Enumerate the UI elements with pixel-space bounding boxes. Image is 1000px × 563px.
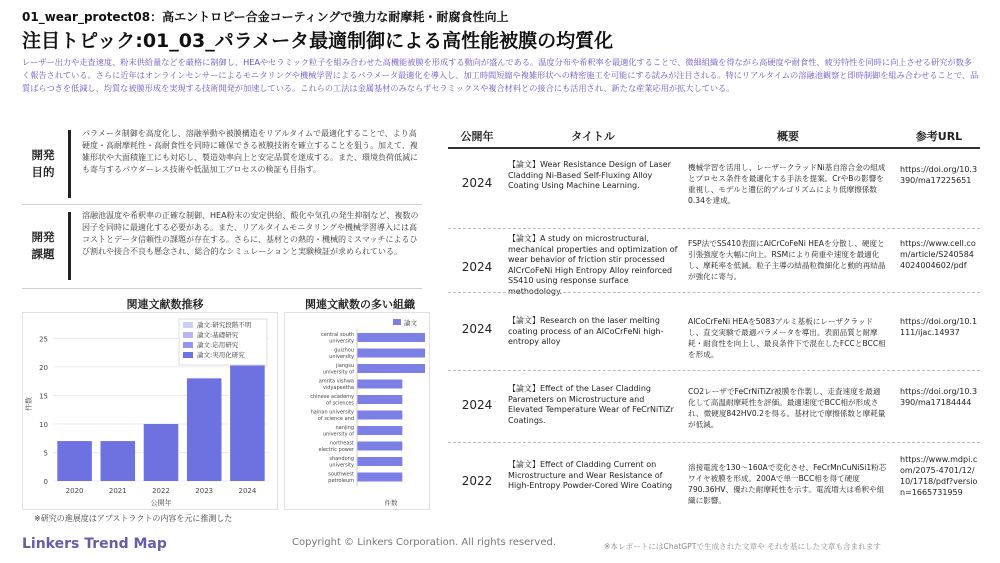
y-tick-label: 5 xyxy=(43,449,48,458)
bar-segment xyxy=(187,378,222,481)
row-title: 【論文】Effect of the Laser Cladding Parameters on Microstructure and Elevated Temperature Wear of FeCrNiTiZr Coatings. xyxy=(508,384,674,425)
header-url: 参考URL xyxy=(915,130,963,143)
section-divider xyxy=(22,204,422,205)
trend-chart-title: 関連文献数推移 xyxy=(126,298,204,311)
row-divider xyxy=(448,228,980,229)
row-title: 【論文】Effect of Cladding Current on Microstructure and Wear Resistance of High-Entropy Powder-Cored Wire Coating xyxy=(508,460,673,491)
row-divider xyxy=(448,292,980,293)
bar-segment xyxy=(230,350,265,481)
y-tick-label: petroleum xyxy=(328,478,354,484)
bar xyxy=(357,426,402,435)
x-tick-label: 2022 xyxy=(152,487,170,495)
org-chart-svg xyxy=(285,313,431,511)
intro-paragraph: レーザー出力や走査速度、粉末供給量などを厳格に制御し、HEAやセラミック粒子を組み合わせた高機能被膜を形成する動向が盛んである。温度分布や希釈率を最適化することで、微細組織を得ながら高硬度や耐食性、疲労特性を同時に向上させる研究が数多く報告されている。さらに近年はオンラインセンサーによるモニタリングや機械学習によるパラメータ最適化を導入し、加工時間短縮や複雑形状への精密施工を可能にする試みが注目される。特にリアルタイムの溶融池観察と即時制御を組み合わせることで、品質ばらつきを低減し、均質な被膜形成を実現する技術開発が加速している。これらの工法は金属基材のみならずセラミックスや複合材料との接合にも活用され、新たな産業応用が拡大している。 xyxy=(22,57,979,93)
development-issue-text: 溶融池温度や希釈率の正確な制御、HEA粉末の安定供給、酸化や気孔の発生抑制など、複数の因子を同時に最適化する必要がある。また、リアルタイムモニタリングや機械学習導入には高コストとデータ信頼性の課題が存在する。さらに、基材との熱的・機械的ミスマッチによるひび割れや接合不良も懸念され、総合的なシミュレーションと実験検証が求められている。 xyxy=(82,211,419,256)
y-tick-label: hainan university xyxy=(310,409,354,416)
y-tick-label: central south xyxy=(320,332,354,338)
issue-divider-bar xyxy=(68,212,71,280)
issue-label-line1: 開発 xyxy=(31,230,55,244)
row-divider xyxy=(448,442,980,443)
y-tick-label: vidyapeetha xyxy=(322,385,354,391)
legend-swatch xyxy=(183,342,193,348)
header-year: 公開年 xyxy=(460,130,494,143)
chart-footnote: ※研究の進展度はアブストラクトの内容を元に推測した xyxy=(34,514,233,523)
legend-swatch xyxy=(393,319,401,325)
goal-label-line2: 目的 xyxy=(31,165,55,179)
y-tick-label: northeast xyxy=(329,440,354,447)
y-tick-label: 0 xyxy=(43,478,48,486)
trend-chart-svg xyxy=(23,313,279,511)
bar xyxy=(357,395,402,404)
row-summary: 機械学習を活用し、レーザークラッドNi基自溶合金の組成とプロセス条件を最適化する手法を提案。CrやBの影響を重視し、モデルと遺伝的アルゴリズムにより低摩擦係数0.34を達成。 xyxy=(688,163,886,205)
bar-segment xyxy=(101,441,136,481)
bar xyxy=(357,333,425,342)
x-tick-label: 2021 xyxy=(108,487,127,495)
bar xyxy=(357,457,402,466)
y-tick-label: amrita vishwa xyxy=(318,378,354,385)
bar xyxy=(357,380,402,389)
row-url-link[interactable]: https://doi.org/10.1111/ijac.14937 xyxy=(900,317,978,337)
y-tick-label: university xyxy=(329,338,354,345)
legend-label: 論文:研究段階不明 xyxy=(197,321,252,329)
row-url-link[interactable]: https://www.cell.com/article/S2405844024004602/pdf xyxy=(900,239,976,270)
y-tick-label: guizhou xyxy=(334,347,354,354)
y-tick-label: of science and xyxy=(317,416,354,422)
development-issue-label xyxy=(22,210,64,282)
y-tick-label: 10 xyxy=(39,420,48,429)
table-row xyxy=(448,372,980,444)
development-goal-section xyxy=(22,128,422,200)
issue-label-line2: 課題 xyxy=(31,247,55,261)
bar-segment xyxy=(144,424,179,481)
disclaimer-text: ※本レポートにはChatGPTで生成された文章や それを基にした文章も含まれます xyxy=(604,542,882,551)
y-tick-label: university of xyxy=(322,369,354,376)
row-summary: CO2レーザでFeCrNiTiZr被膜を作製し、走査速度を最適化して高温耐摩耗性を評価。最適速度でBCC相が形成され、微硬度842HV0.2を得る。基材比で摩擦係数と摩耗量が低減。 xyxy=(688,387,886,429)
legend-swatch xyxy=(183,332,193,338)
header-title: タイトル xyxy=(571,130,615,143)
y-tick-label: 15 xyxy=(39,392,48,401)
y-tick-label: university xyxy=(329,354,354,360)
bar xyxy=(357,364,425,373)
y-tick-label: of sciences xyxy=(326,400,354,407)
bar-segment xyxy=(57,441,92,481)
row-url-link[interactable]: https://doi.org/10.3390/ma17225651 xyxy=(900,165,978,185)
row-divider xyxy=(448,370,980,371)
trend-chart xyxy=(22,312,278,510)
table-header-rule xyxy=(448,147,980,149)
y-tick-label: shandong xyxy=(329,456,354,462)
row-url-link[interactable]: https://www.mdpi.com/2075-4701/12/10/1718/pdf?version=1665731959 xyxy=(900,455,978,497)
row-summary: FSP法でSS410表面にAlCrCoFeNi HEAを分散し、硬度と引張強度を大幅に向上。RSMにより荷重や速度を最適化し、摩耗率を低減。粒子主導の結晶粒微細化と動的再結晶が強化に寄与。 xyxy=(688,239,886,281)
x-tick-label: 2020 xyxy=(65,487,84,495)
legend-swatch xyxy=(183,322,193,328)
y-tick-label: 25 xyxy=(39,335,48,344)
row-year: 2024 xyxy=(461,176,493,190)
x-axis-label: 公開年 xyxy=(150,499,172,507)
bar xyxy=(357,411,402,420)
y-tick-label: electric power xyxy=(318,447,354,453)
legend-label: 論文 xyxy=(404,319,417,327)
bar xyxy=(357,442,402,451)
table-row xyxy=(448,152,980,228)
table-row xyxy=(448,294,980,370)
row-title: 【論文】Research on the laser melting coating process of an AlCoCrFeNi high-entropy alloy xyxy=(508,316,664,347)
development-issue-section xyxy=(22,210,422,282)
org-chart xyxy=(284,312,430,510)
legend-label: 論文:基礎研究 xyxy=(197,331,239,339)
row-year: 2022 xyxy=(461,474,493,488)
y-tick-label: 20 xyxy=(39,363,48,372)
row-summary: 溶接電流を130～160Aで変化させ、FeCrMnCuNiSi1粉芯ワイヤ被膜を形成。200Aで単一BCC相を得て硬度790.36HV、優れた耐摩耗性を示す。電流増大は希釈や組織に影響。 xyxy=(688,463,887,505)
header-summary: 概要 xyxy=(777,130,799,143)
legend-label: 論文:実用化研究 xyxy=(197,351,245,359)
row-url-link[interactable]: https://doi.org/10.3390/ma17184444 xyxy=(900,387,978,407)
row-title: 【論文】A study on microstructural, mechanical properties and optimization of wear behavior of friction stir processed AlCrCoFeNi High Entropy Alloy reinforced SS410 using response surface methodology. xyxy=(508,234,678,296)
row-year: 2024 xyxy=(461,322,493,336)
bar xyxy=(357,349,425,358)
legend-swatch xyxy=(183,352,193,358)
y-tick-label: chinese academy xyxy=(310,394,354,400)
goal-label-line1: 開発 xyxy=(31,148,55,162)
y-tick-label: southwest xyxy=(328,471,354,478)
page-title: 注目トピック:01_03_パラメータ最適制御による高性能被膜の均質化 xyxy=(22,30,614,52)
row-title: 【論文】Wear Resistance Design of Laser Cladding Ni-Based Self-Fluxing Alloy Coating Using Machine Learning. xyxy=(508,160,671,191)
row-summary: AlCoCrFeNi HEAを5083アルミ基板にレーザクラッドし、直交実験で最適パラメータを導出。表面品質と耐摩耗・耐食性を向上し、最良条件下で混在したFCCとBCC相を形成。 xyxy=(688,317,886,359)
copyright-text: Copyright © Linkers Corporation. All rights reserved. xyxy=(292,537,556,548)
y-tick-label: nanjing xyxy=(335,425,354,431)
brand-logo: Linkers Trend Map xyxy=(22,536,167,552)
section-divider xyxy=(22,288,422,289)
table-row xyxy=(448,444,980,524)
development-goal-text: パラメータ制御を高度化し、溶融挙動や被膜構造をリアルタイムで最適化することで、より高硬度・高耐摩耗性・高耐食性を同時に確保できる被膜技術を確立することを狙う。加えて、複雑形状や大面積施工にも対応し、製造効率向上と安定品質を達成する。また、環境負荷低減にも寄与するパウダーレス技術や低温加工プロセスの検証も目指す。 xyxy=(82,129,418,174)
row-year: 2024 xyxy=(461,398,493,412)
bar xyxy=(357,473,402,482)
y-tick-label: jiangsu xyxy=(336,363,354,369)
row-year: 2024 xyxy=(461,260,493,274)
org-chart-title: 関連文献数の多い組織 xyxy=(305,298,415,311)
x-tick-label: 2024 xyxy=(238,487,257,495)
y-axis-label: 件数 xyxy=(25,397,33,411)
development-goal-label xyxy=(22,128,64,200)
report-subtitle: 01_wear_protect08：高エントロピー合金コーティングで強力な耐摩耗・耐腐食性向上 xyxy=(22,10,509,24)
y-tick-label: university of xyxy=(322,431,354,438)
y-tick-label: university xyxy=(329,462,354,469)
legend-label: 論文:応用研究 xyxy=(197,341,239,349)
x-axis-label: 件数 xyxy=(384,499,398,507)
goal-divider-bar xyxy=(68,130,71,198)
x-tick-label: 2023 xyxy=(195,487,214,495)
